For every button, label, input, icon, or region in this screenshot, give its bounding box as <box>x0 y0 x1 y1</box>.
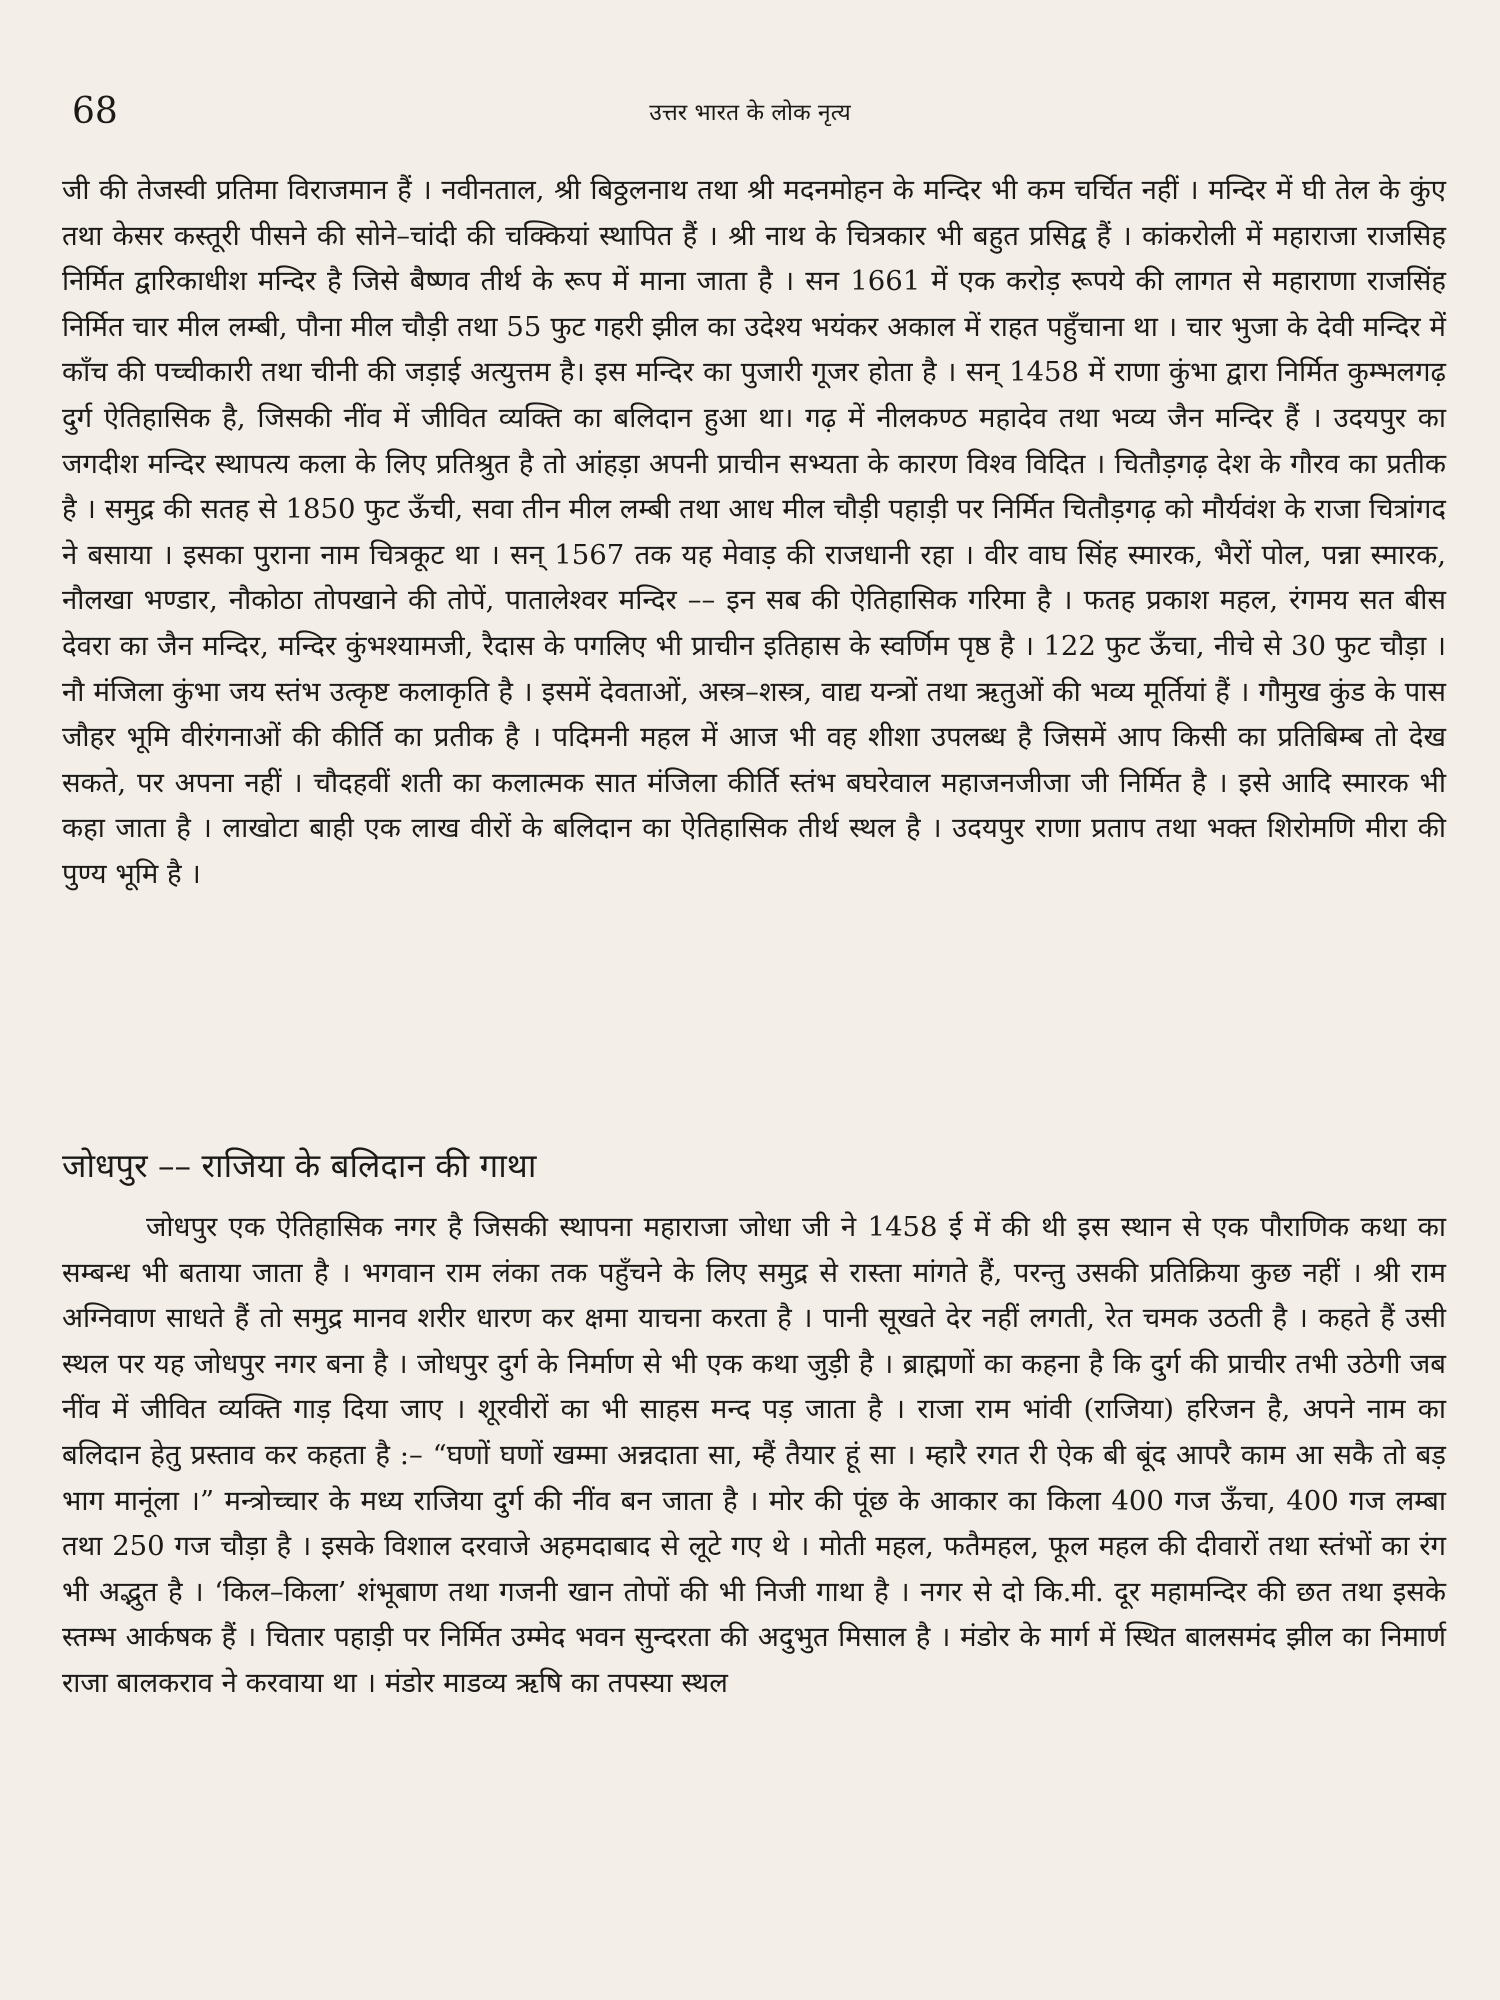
section-heading: जोधपुर –– राजिया के बलिदान की गाथा <box>62 1146 537 1185</box>
body-paragraph: जी की तेजस्वी प्रतिमा विराजमान हैं । नवीनताल, श्री बिठ्ठलनाथ तथा श्री मदनमोहन के मन्दिर भी कम चर्चित नहीं । मन्दिर में घी तेल के कुंए तथा केसर कस्तूरी पीसने की सोने–चांदी की चक्कियां स्थापित हैं । श्री नाथ के चित्रकार भी बहुत प्रसिद्व हैं । कांकरोली में महाराजा राजसिह निर्मित द्वारिकाधीश मन्दिर है जिसे बैष्णव तीर्थ के रूप में माना जाता है । सन 1661 में एक करोड़ रूपये की लागत से महाराणा राजसिंह निर्मित चार मील लम्बी, पौना मील चौड़ी तथा 55 फुट गहरी झील का उदेश्य भयंकर अकाल में राहत पहुँचाना था । चार भुजा के देवी मन्दिर में काँच की पच्चीकारी तथा चीनी की जड़ाई अत्युत्तम है। इस मन्दिर का पुजारी गूजर होता है । सन् 1458 में राणा कुंभा द्वारा निर्मित कुम्भलगढ़ दुर्ग ऐतिहासिक है, जिसकी नींव में जीवित व्यक्ति का बलिदान हुआ था। गढ़ में नीलकण्ठ महादेव तथा भव्य जैन मन्दिर हैं । उदयपुर का जगदीश मन्दिर स्थापत्य कला के लिए प्रतिश्रुत है तो आंहड़ा अपनी प्राचीन सभ्यता के कारण विश्व विदित । चितौड़गढ़ देश के गौरव का प्रतीक है । समुद्र की सतह से 1850 फुट ऊँची, सवा तीन मील लम्बी तथा आध मील चौड़ी पहाड़ी पर निर्मित चितौड़गढ़ को मौर्यवंश के राजा चित्रांगद ने बसाया । इसका पुराना नाम चित्रकूट था । सन् 1567 तक यह मेवाड़ की राजधानी रहा । वीर वाघ सिंह स्मारक, भैरों पोल, पन्ना स्मारक, नौलखा भण्डार, नौकोठा तोपखाने की तोपें, पातालेश्वर मन्दिर –– इन सब की ऐतिहासिक गरिमा है । फतह प्रकाश महल, रंगमय सत बीस देवरा का जैन मन्दिर, मन्दिर कुंभश्यामजी, रैदास के पगलिए भी प्राचीन इतिहास के स्वर्णिम पृष्ठ है । 122 फुट ऊँचा, नीचे से 30 फुट चौड़ा । नौ मंजिला कुंभा जय स्तंभ उत्कृष्ट कलाकृति है । इसमें देवताओं, अस्त्र–शस्त्र, वाद्य यन्त्रों तथा ऋतुओं की भव्य मूर्तियां हैं । गौमुख कुंड के पास जौहर भूमि वीरंगनाओं की कीर्ति का प्रतीक है । पदिमनी महल में आज भी वह शीशा उपलब्ध है जिसमें आप किसी का प्रतिबिम्ब तो देख सकते, पर अपना नहीं । चौदहवीं शती का कलात्मक सात मंजिला कीर्ति स्तंभ बघरेवाल महाजनजीजा जी निर्मित है । इसे आदि स्मारक भी कहा जाता है । लाखोटा बाही एक लाख वीरों के बलिदान का ऐतिहासिक तीर्थ स्थल है । उदयपुर राणा प्रताप तथा भक्त शिरोमणि मीरा की पुण्य भूमि है । <box>62 174 1446 890</box>
running-title: उत्तर भारत के लोक नृत्य <box>649 100 851 126</box>
body-paragraph-1-block <box>62 168 1446 898</box>
body-paragraph-2-block <box>62 1205 1446 1707</box>
body-paragraph: जोधपुर एक ऐतिहासिक नगर है जिसकी स्थापना महाराजा जोधा जी ने 1458 ई में की थी इस स्थान से एक पौराणिक कथा का सम्बन्ध भी बताया जाता है । भगवान राम लंका तक पहुँचने के लिए समुद्र से रास्ता मांगते हैं, परन्तु उसकी प्रतिक्रिया कुछ नहीं । श्री राम अग्निवाण साधते हैं तो समुद्र मानव शरीर धारण कर क्षमा याचना करता है । पानी सूखते देर नहीं लगती, रेत चमक उठती है । कहते हैं उसी स्थल पर यह जोधपुर नगर बना है । जोधपुर दुर्ग के निर्माण से भी एक कथा जुड़ी है । ब्राह्मणों का कहना है कि दुर्ग की प्राचीर तभी उठेगी जब नींव में जीवित व्यक्ति गाड़ दिया जाए । शूरवीरों का भी साहस मन्द पड़ जाता है । राजा राम भांवी (राजिया) हरिजन है, अपने नाम का बलिदान हेतु प्रस्ताव कर कहता है :– “घणों घणों खम्मा अन्नदाता सा, म्हैं तैयार हूं सा । म्हारै रगत री ऐक बी बूंद आपरै काम आ सकै तो बड़ भाग मानूंला ।” मन्त्रोच्चार के मध्य राजिया दुर्ग की नींव बन जाता है । मोर की पूंछ के आकार का किला 400 गज ऊँचा, 400 गज लम्बा तथा 250 गज चौड़ा है । इसके विशाल दरवाजे अहमदाबाद से लूटे गए थे । मोती महल, फतैमहल, फूल महल की दीवारों तथा स्तंभों का रंग भी अद्भुत है । ‘किल–किला’ शंभूबाण तथा गजनी खान तोपों की भी निजी गाथा है । नगर से दो कि.मी. दूर महामन्दिर की छत तथा इसके स्तम्भ आर्कषक हैं । चितार पहाड़ी पर निर्मित उम्मेद भवन सुन्दरता की अदुभुत मिसाल है । मंडोर के मार्ग में स्थित बालसमंद झील का निमार्ण राजा बालकराव ने करवाया था । मंडोर माडव्य ऋषि का तपस्या स्थल <box>62 1211 1446 1699</box>
page-number: 68 <box>72 91 118 132</box>
